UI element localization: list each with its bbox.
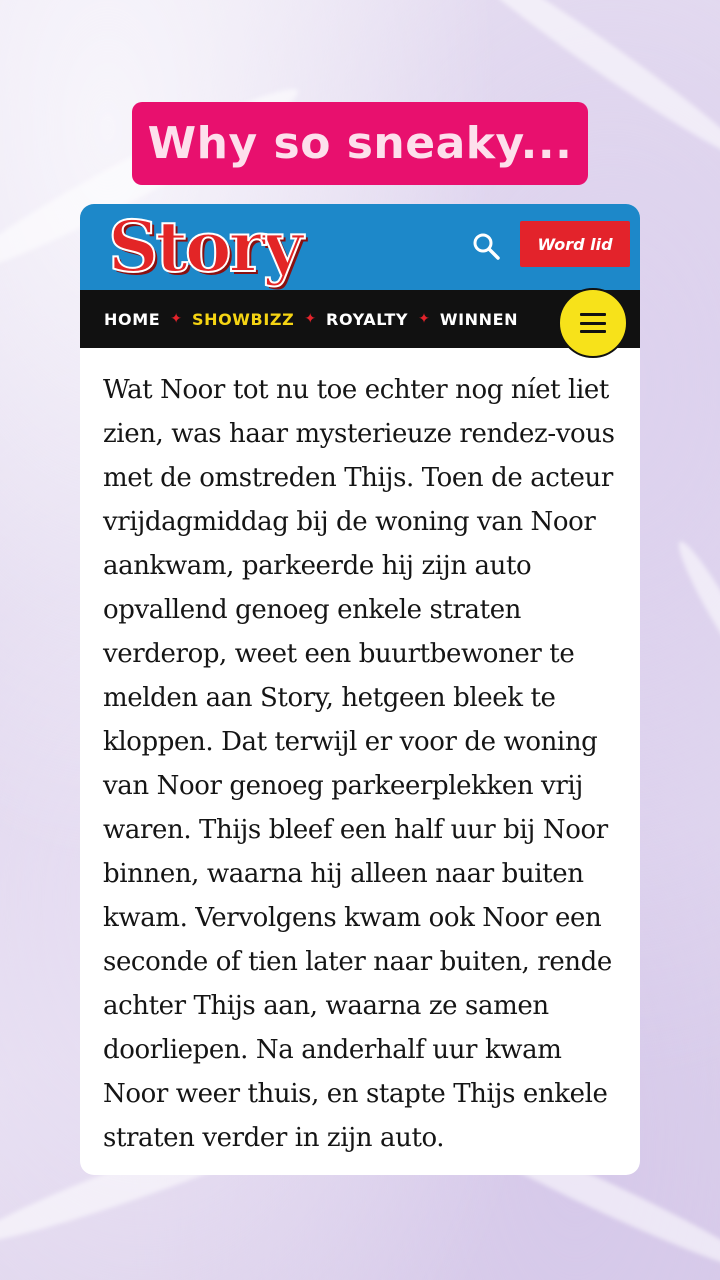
nav-separator-icon: ✦ [304, 311, 317, 327]
join-button[interactable]: Word lid [520, 221, 630, 267]
menu-button[interactable] [558, 288, 628, 358]
story-logo[interactable]: Story [108, 205, 301, 288]
site-header [80, 204, 640, 290]
nav-separator-icon: ✦ [418, 311, 430, 327]
nav-separator-icon: ✦ [170, 311, 182, 327]
search-icon[interactable] [471, 231, 501, 261]
article-body [80, 348, 640, 1160]
main-nav [80, 290, 640, 348]
story-headline: Why so sneaky... [132, 102, 588, 185]
nav-item-winnen[interactable]: WINNEN [439, 309, 519, 329]
nav-item-showbizz[interactable]: SHOWBIZZ [191, 309, 295, 329]
article-card [80, 204, 640, 1175]
article-paragraph: Wat Noor tot nu toe echter nog níet liet zien, was haar mysterieuze rendez-vous met de omstreden Thijs. Toen de acteur vrijdagmiddag bij de woning van Noor aankwam, parkeerde hij zijn auto opvallend genoeg enkele straten verderop, weet een buurtbewoner te melden aan Story, hetgeen bleek te kloppen. Dat terwijl er voor de woning van Noor genoeg parkeerplekken vrij waren. Thijs bleef een half uur bij Noor binnen, waarna hij alleen naar buiten kwam. Vervolgens kwam ook Noor een seconde of tien later naar buiten, rende achter Thijs aan, waarna ze samen doorliepen. Na anderhalf uur kwam Noor weer thuis, en stapte Thijs enkele straten verder in zijn auto. [103, 375, 615, 1153]
nav-item-royalty[interactable]: ROYALTY [326, 309, 409, 329]
hamburger-menu-icon [580, 313, 606, 333]
nav-item-home[interactable]: HOME [104, 309, 161, 329]
